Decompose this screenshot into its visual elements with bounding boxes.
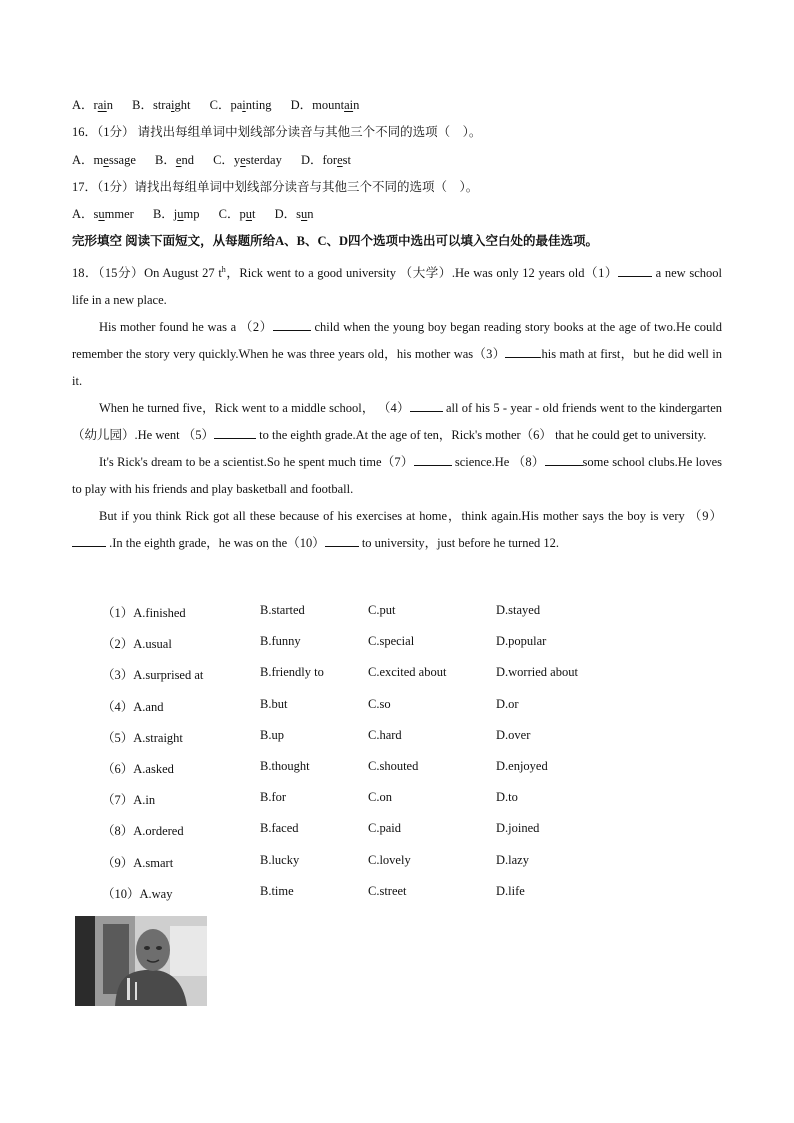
q15-options: A．rain B．straight C．painting D．mountain (72, 98, 360, 112)
q17-options: A．summer B．jump C．put D．sun (72, 207, 314, 221)
choice-row: （5）A.straight B.up C.hard D.over (102, 727, 531, 745)
blank-3 (505, 345, 541, 358)
blank-8 (545, 453, 583, 466)
q16-options: A．message B．end C．yesterday D．forest (72, 153, 351, 167)
choice-row: （6）A.asked B.thought C.shouted D.enjoyed (102, 758, 548, 776)
option-label: D． (290, 98, 313, 112)
boy-photo (75, 916, 207, 1006)
option-label: C． (209, 98, 231, 112)
option-label: A． (72, 98, 94, 112)
choice-row: （10）A.way B.time C.street D.life (102, 883, 525, 901)
blank-10 (325, 534, 359, 547)
choice-row: （8）A.ordered B.faced C.paid D.joined (102, 821, 540, 839)
choice-row: （7）A.in B.for C.on D.to (102, 790, 518, 808)
blank-9 (72, 534, 106, 547)
passage-paragraph-2: His mother found he was a （2） child when the young boy began reading story books at the age of two.He could remember the story very quickly.When he was three years old，his mother was（3） his math at first，but he did well in it. (72, 320, 722, 389)
choice-row: （4）A.and B.but C.so D.or (102, 696, 519, 714)
blank-2 (273, 318, 311, 331)
blank-5 (214, 426, 256, 439)
passage (72, 256, 722, 557)
section-heading: 完形填空 阅读下面短文，从每题所给A、B、C、D四个选项中选出可以填入空白处的最佳选项。 (72, 234, 599, 248)
passage-paragraph-5: But if you think Rick got all these because of his exercises at home，think again.His mother says the boy is very （9） .In the eighth grade，he was on the（10） to university，just before he turned 12. (72, 503, 722, 557)
passage-paragraph-4: It's Rick's dream to be a scientist.So he spent much time（7） science.He （8） some school clubs.He loves to play with his friends and play basketball and football. (72, 455, 722, 497)
q16-stem: 16．（1分） 请找出每组单词中划线部分读音与其他三个不同的选项（ ）。 (72, 125, 482, 139)
blank-7 (414, 453, 452, 466)
blank-4 (410, 399, 443, 412)
passage-paragraph-3: When he turned five，Rick went to a middle school， （4） all of his 5 - year - old friends went to the kindergarten（幼儿园）.He went （5） to the eighth grade.At the age of ten，Rick's mother（6） that he could get to university. (72, 401, 722, 443)
answer-choices (102, 603, 702, 915)
choice-row: （2）A.usual B.funny C.special D.popular (102, 634, 547, 652)
choice-row: （9）A.smart B.lucky C.lovely D.lazy (102, 852, 529, 870)
q17-stem: 17．（1分）请找出每组单词中划线部分读音与其他三个不同的选项（ ）。 (72, 180, 479, 194)
choice-row: （1）A.finished B.started C.put D.stayed (102, 603, 541, 620)
passage-paragraph-1: 18．（15分）On August 27 $t^h$，Rick went to a good university （大学）.He was only 12 years old（1） a new school life in a new place. (72, 265, 722, 308)
blank-1 (618, 264, 652, 277)
choice-row: （3）A.surprised at B.friendly to C.excited about D.worried about (102, 665, 578, 683)
option-label: B． (132, 98, 153, 112)
